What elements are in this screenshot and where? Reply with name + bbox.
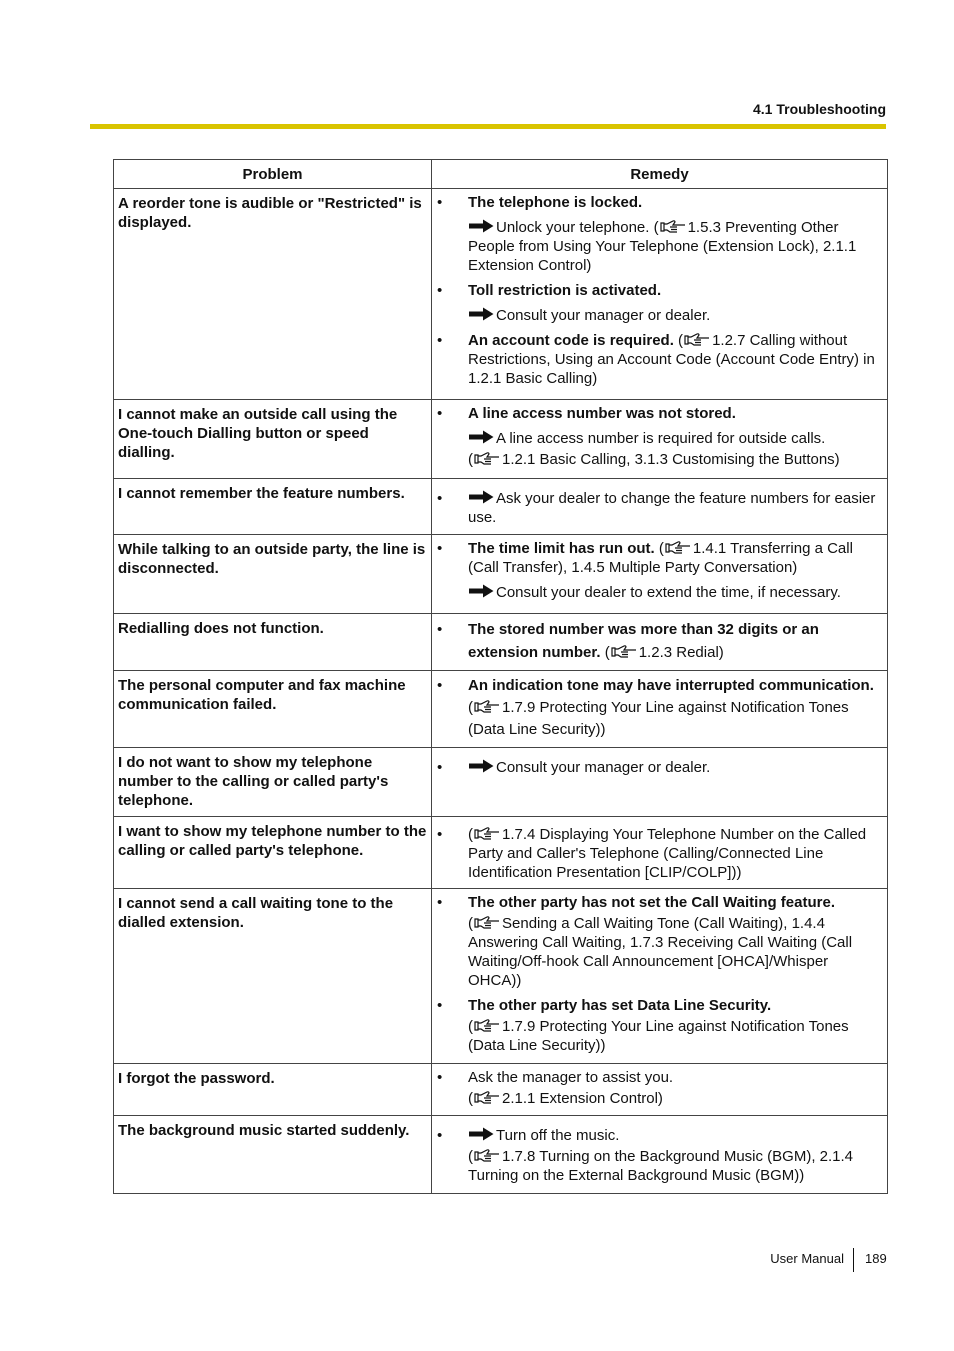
remedy-cell	[432, 535, 888, 614]
remedy-reference: 1.2.7 Calling without Restrictions, Using an Account Code (Account Code Entry) in 1.2.1 Basic Calling)	[468, 332, 875, 387]
column-header-remedy: Remedy	[432, 160, 888, 189]
remedy-item	[468, 1126, 881, 1185]
remedy-reference: Sending a Call Waiting Tone (Call Waiting), 1.4.4 Answering Call Waiting, 1.7.3 Receiving Call Waiting (Call Waiting/Off-hook Call Announcement [OHCA]/Whisper OHCA))	[468, 915, 853, 989]
remedy-item	[468, 404, 881, 469]
remedy-cell	[432, 889, 888, 1064]
table-row	[114, 748, 888, 817]
pointing-hand-icon	[660, 220, 686, 233]
remedy-text: Ask the manager to assist you.	[468, 1069, 674, 1086]
problem-cell: I cannot send a call waiting tone to the dialled extension.	[114, 889, 432, 1064]
remedy-item: • The stored number was more than 32 digits or an extension number. ( 1.2.3 Redial)	[468, 618, 881, 664]
remedy-cell	[432, 189, 888, 400]
remedy-action	[468, 583, 881, 602]
remedy-reference: 1.7.9 Protecting Your Line against Notification Tones (Data Line Security))	[468, 699, 849, 738]
remedy-reference-line: ( 1.2.1 Basic Calling, 3.1.3 Customising the Buttons)	[468, 451, 840, 468]
remedy-cause: An indication tone may have interrupted communication.	[468, 677, 874, 694]
pointing-hand-icon	[474, 827, 500, 840]
remedy-item: • The time limit has run out. ( 1.4.1 Transferring a Call (Call Transfer), 1.4.5 Multiple Party Conversation) Consult your dealer to extend the time, if necessary.	[468, 539, 881, 602]
remedy-cell	[432, 479, 888, 535]
header-rule	[90, 124, 886, 129]
remedy-item: • ( 1.7.4 Displaying Your Telephone Number on the Called Party and Caller's Telephone (Calling/Connected Line Identification Presentation [CLIP/COLP]))	[468, 825, 881, 882]
remedy-cause: The stored number was more than 32 digits or an extension number.	[468, 621, 819, 661]
page-number: 189	[865, 1251, 887, 1266]
right-arrow-icon	[468, 584, 494, 598]
table-row	[114, 1064, 888, 1116]
right-arrow-icon	[468, 307, 494, 321]
remedy-action-text: Unlock your telephone. (	[496, 219, 659, 236]
right-arrow-icon	[468, 490, 494, 504]
remedy-cell	[432, 748, 888, 817]
remedy-action-text: A line access number is required for outside calls.	[496, 430, 826, 447]
pointing-hand-icon	[474, 1019, 500, 1032]
remedy-item	[468, 758, 881, 777]
remedy-reference-line: ( Sending a Call Waiting Tone (Call Waiting), 1.4.4 Answering Call Waiting, 1.7.3 Receiving Call Waiting (Call Waiting/Off-hook Call Announcement [OHCA]/Whisper OHCA))	[468, 915, 853, 989]
table-row	[114, 889, 888, 1064]
remedy-reference: 1.2.3 Redial)	[638, 644, 724, 661]
remedy-item	[468, 193, 881, 275]
remedy-cause: The other party has not set the Call Waiting feature.	[468, 894, 835, 911]
remedy-reference-line: ( 1.7.9 Protecting Your Line against Notification Tones (Data Line Security))	[468, 1018, 849, 1054]
remedy-action-text: Turn off the music.	[496, 1127, 620, 1144]
remedy-action	[468, 306, 881, 325]
table-row	[114, 671, 888, 748]
remedy-cause: The telephone is locked.	[468, 194, 643, 211]
remedy-reference: 1.5.3 Preventing Other People from Using Your Telephone (Extension Lock), 2.1.1 Extension Control)	[468, 219, 857, 274]
right-arrow-icon	[468, 430, 494, 444]
remedy-reference: 1.7.8 Turning on the Background Music (BGM), 2.1.4 Turning on the External Background Music (BGM))	[468, 1148, 854, 1184]
pointing-hand-icon	[684, 333, 710, 346]
table-row	[114, 400, 888, 479]
pointing-hand-icon	[474, 452, 500, 465]
remedy-action-text: Consult your manager or dealer.	[496, 759, 711, 776]
remedy-action	[468, 218, 881, 275]
remedy-reference: 1.2.1 Basic Calling, 3.1.3 Customising the Buttons)	[502, 451, 840, 468]
remedy-reference-line: ( 2.1.1 Extension Control)	[468, 1090, 663, 1107]
problem-cell: Redialling does not function.	[114, 614, 432, 671]
pointing-hand-icon	[474, 916, 500, 929]
problem-cell: I cannot make an outside call using the One-touch Dialling button or speed dialling.	[114, 400, 432, 479]
footer-divider	[853, 1248, 854, 1272]
remedy-reference: 1.4.1 Transferring a Call (Call Transfer), 1.4.5 Multiple Party Conversation)	[468, 540, 853, 576]
remedy-item	[468, 281, 881, 325]
problem-cell: While talking to an outside party, the line is disconnected.	[114, 535, 432, 614]
pointing-hand-icon	[665, 541, 691, 554]
problem-cell: I forgot the password.	[114, 1064, 432, 1116]
remedy-item	[468, 489, 881, 527]
remedy-cause: The time limit has run out.	[468, 540, 655, 557]
remedy-reference-line: ( 1.7.8 Turning on the Background Music (BGM), 2.1.4 Turning on the External Background Music (BGM))	[468, 1148, 854, 1184]
remedy-cause: An account code is required.	[468, 332, 674, 349]
remedy-reference: 2.1.1 Extension Control)	[502, 1090, 663, 1107]
remedy-action-text: Consult your dealer to extend the time, if necessary.	[496, 584, 841, 601]
problem-cell: I do not want to show my telephone number to the calling or called party's telephone.	[114, 748, 432, 817]
remedy-action-text: Ask your dealer to change the feature numbers for easier use.	[468, 490, 876, 526]
pointing-hand-icon	[474, 1149, 500, 1162]
remedy-cell	[432, 614, 888, 671]
table-header-row	[114, 160, 888, 189]
table-row	[114, 535, 888, 614]
section-title: 4.1 Troubleshooting	[752, 101, 886, 117]
table-row	[114, 614, 888, 671]
column-header-problem: Problem	[114, 160, 432, 189]
pointing-hand-icon	[474, 700, 500, 713]
problem-cell: I want to show my telephone number to the calling or called party's telephone.	[114, 817, 432, 889]
table-row	[114, 817, 888, 889]
problem-cell: A reorder tone is audible or "Restricted" is displayed.	[114, 189, 432, 400]
remedy-action-text: Consult your manager or dealer.	[496, 307, 711, 324]
remedy-action	[468, 429, 881, 448]
remedy-cell	[432, 817, 888, 889]
problem-cell: The background music started suddenly.	[114, 1116, 432, 1194]
remedy-item	[468, 996, 881, 1055]
remedy-item	[468, 893, 881, 990]
remedy-cell	[432, 1116, 888, 1194]
footer-manual-label: User Manual	[770, 1251, 844, 1266]
remedy-cell	[432, 400, 888, 479]
remedy-reference: 1.7.9 Protecting Your Line against Notification Tones (Data Line Security))	[468, 1018, 849, 1054]
remedy-reference: 1.7.4 Displaying Your Telephone Number on the Called Party and Caller's Telephone (Calling/Connected Line Identification Presentation [CLIP/COLP]))	[468, 826, 867, 881]
right-arrow-icon	[468, 219, 494, 233]
table-row	[114, 189, 888, 400]
problem-cell: I cannot remember the feature numbers.	[114, 479, 432, 535]
problem-cell: The personal computer and fax machine communication failed.	[114, 671, 432, 748]
remedy-cause: A line access number was not stored.	[468, 405, 736, 422]
remedy-cause: Toll restriction is activated.	[468, 282, 662, 299]
table-row	[114, 1116, 888, 1194]
pointing-hand-icon	[611, 645, 637, 658]
remedy-cell	[432, 1064, 888, 1116]
remedy-item: • An account code is required. ( 1.2.7 Calling without Restrictions, Using an Account Code (Account Code Entry) in 1.2.1 Basic Calling)	[468, 331, 881, 388]
right-arrow-icon	[468, 759, 494, 773]
table-row	[114, 479, 888, 535]
remedy-cell	[432, 671, 888, 748]
remedy-item	[468, 1068, 881, 1108]
right-arrow-icon	[468, 1127, 494, 1141]
troubleshooting-table	[113, 159, 888, 1194]
pointing-hand-icon	[474, 1091, 500, 1104]
remedy-cause: The other party has set Data Line Security.	[468, 997, 772, 1014]
remedy-item: • An indication tone may have interrupted communication. ( 1.7.9 Protecting Your Line against Notification Tones (Data Line Security))	[468, 675, 881, 741]
